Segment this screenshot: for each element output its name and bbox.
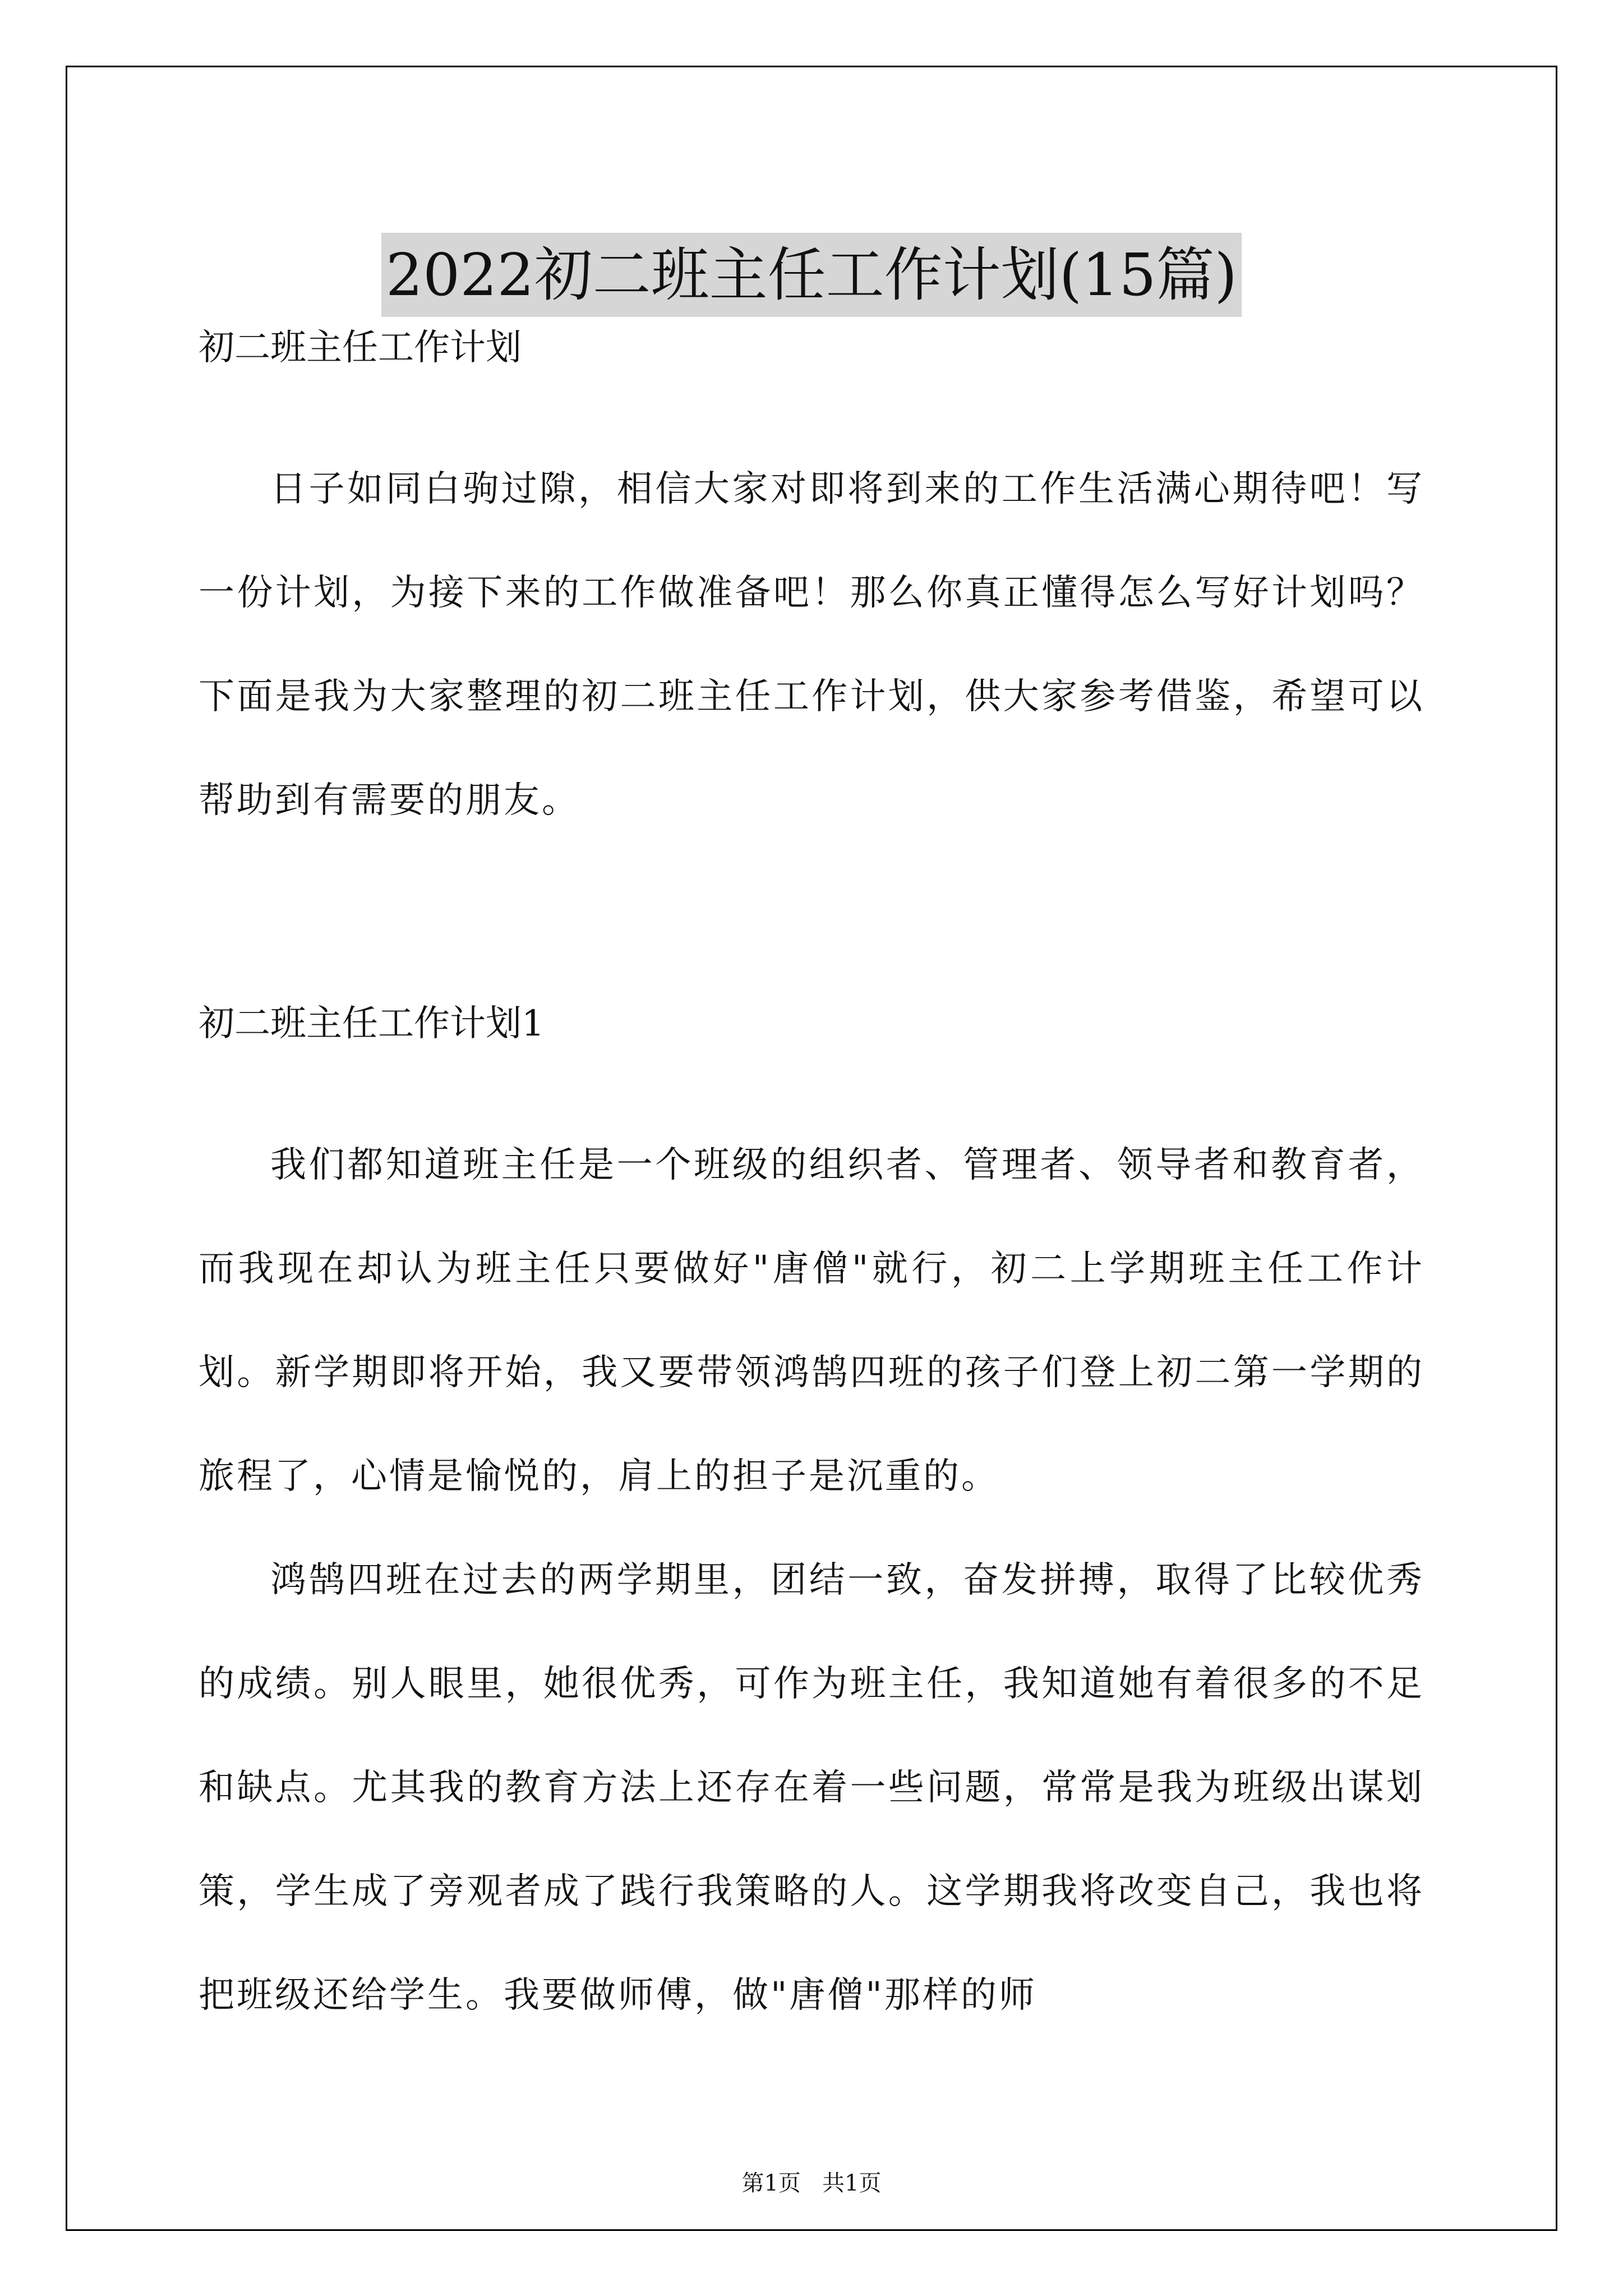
section-heading: 初二班主任工作计划 — [199, 327, 522, 369]
body-paragraph: 鸿鹄四班在过去的两学期里，团结一致，奋发拼搏，取得了比较优秀的成绩。别人眼里，她很优秀，可作为班主任，我知道她有着很多的不足和缺点。尤其我的教育方法上还存在着一些问题，常常是我为班级出谋划策，学生成了旁观者成了践行我策略的人。这学期我将改变自己，我也将把班级还给学生。我要做师傅，做"唐僧"那样的师 — [199, 1559, 1424, 2016]
document-body — [199, 314, 1424, 2047]
section-heading: 初二班主任工作计划1 — [199, 1003, 545, 1045]
body-paragraph: 日子如同白驹过隙，相信大家对即将到来的工作生活满心期待吧！写一份计划，为接下来的工作做准备吧！那么你真正懂得怎么写好计划吗？下面是我为大家整理的初二班主任工作计划，供大家参考借鉴，希望可以帮助到有需要的朋友。 — [199, 468, 1424, 821]
document-title: 2022初二班主任工作计划(15篇) — [381, 233, 1242, 317]
page-footer: 第1页 共1页 — [741, 2170, 882, 2196]
body-paragraph: 我们都知道班主任是一个班级的组织者、管理者、领导者和教育者，而我现在却认为班主任只要做好"唐僧"就行，初二上学期班主任工作计划。新学期即将开始，我又要带领鸿鹄四班的孩子们登上初二第一学期的旅程了，心情是愉悦的，肩上的担子是沉重的。 — [199, 1144, 1424, 1497]
